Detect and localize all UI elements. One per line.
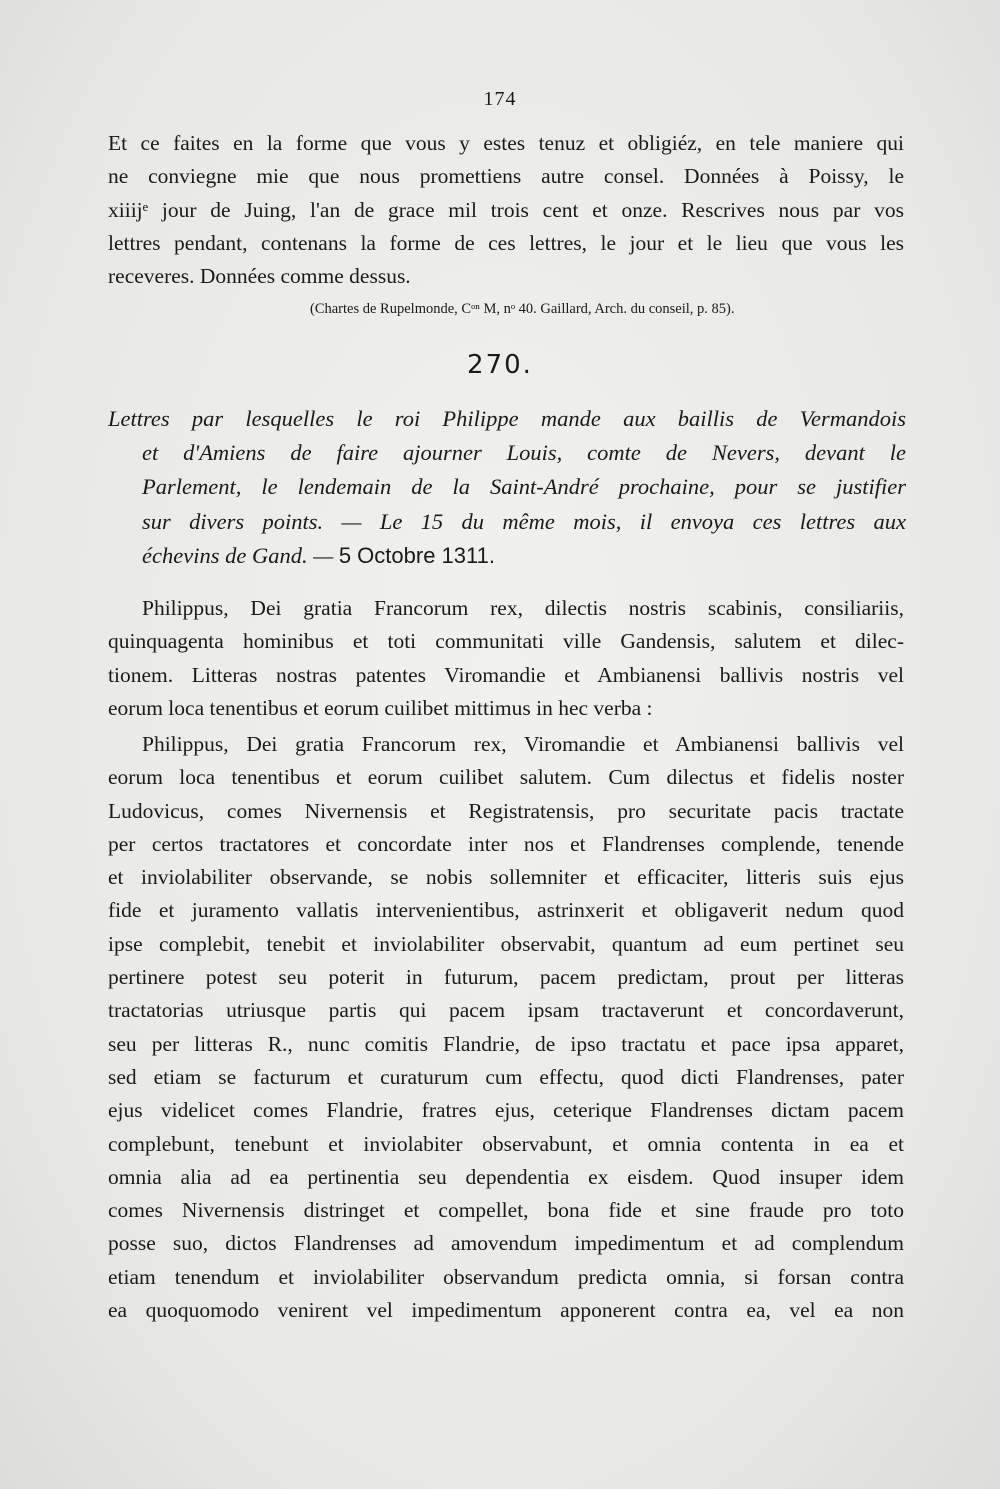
text-line: comes Nivernensis distringet et compellet, bona fide et sine fraude pro toto: [108, 1198, 904, 1223]
text-line: tionem. Litteras nostras patentes Viromandie et Ambianensi ballivis nostris vel: [108, 662, 904, 687]
text-line: et inviolabiliter observande, se nobis sollemniter et efficaciter, litteris suis ejus: [108, 865, 904, 890]
text-line: posse suo, dictos Flandrenses ad amovendum impedimentum et ad complendum: [108, 1231, 904, 1256]
text-line: complebunt, tenebunt et inviolabiter observabunt, et omnia contenta in ea et: [108, 1131, 904, 1156]
intro-paragraph: [108, 127, 904, 293]
page-number: 174: [483, 88, 517, 110]
heading-line: et d'Amiens de faire ajourner Louis, comte de Nevers, devant le: [142, 440, 906, 466]
text-line: fide et juramento vallatis intervenientibus, astrinxerit et obligaverit nedum quod: [108, 898, 904, 923]
text-line: per certos tractatores et concordate inter nos et Flandrenses complende, tenende: [108, 831, 904, 856]
text-line: seu per litteras R., nunc comitis Flandrie, de ipso tractatu et pace ipsa apparet,: [108, 1031, 904, 1056]
document-number: 270.: [467, 350, 533, 380]
text-line: pertinere potest seu poterit in futurum, pacem predictam, prout per litteras: [108, 965, 904, 990]
paragraph-2: [108, 728, 904, 1327]
source-citation: (Chartes de Rupelmonde, Cᵒⁿ M, nᵒ 40. Gaillard, Arch. du conseil, p. 85).: [310, 301, 735, 317]
heading-date: 5 Octobre 1311.: [338, 542, 495, 568]
heading-line: Parlement, le lendemain de la Saint-André prochaine, pour se justifier: [142, 474, 906, 500]
text-line: sed etiam se facturum et curaturum cum effectu, quod dicti Flandrenses, pater: [108, 1064, 904, 1089]
paragraph-1: [108, 592, 904, 725]
text-line: ipse complebit, tenebit et inviolabiliter observabit, quantum ad eum pertinet seu: [108, 931, 904, 956]
heading-line: sur divers points. — Le 15 du même mois, il envoya ces lettres aux: [142, 508, 906, 534]
text-line: tractatorias utriusque partis qui pacem ipsam tractaverunt et concordaverunt,: [108, 998, 904, 1023]
text-line: lettres pendant, contenans la forme de ces lettres, le jour et le lieu que vous les: [108, 230, 904, 255]
document-heading: [108, 402, 906, 573]
text-line: Philippus, Dei gratia Francorum rex, dilectis nostris scabinis, consiliariis,: [142, 596, 904, 620]
text-line: Et ce faites en la forme que vous y estes tenuz et obligiéz, en tele maniere qui: [108, 131, 904, 155]
text-line: eorum loca tenentibus et eorum cuilibet salutem. Cum dilectus et fidelis noster: [108, 765, 904, 790]
text-line: quinquagenta hominibus et toti communitati ville Gandensis, salutem et dilec-: [108, 629, 904, 654]
text-line: ne conviegne mie que nous promettiens autre consel. Données à Poissy, le: [108, 164, 904, 189]
text-line: xiiijᵉ jour de Juing, l'an de grace mil trois cent et onze. Rescrives nous par vos: [108, 197, 904, 222]
text-line: Ludovicus, comes Nivernensis et Registratensis, pro securitate pacis tractate: [108, 798, 904, 823]
heading-line: [108, 539, 906, 573]
text-line: ea quoquomodo venirent vel impedimentum apponerent contra ea, vel ea non: [108, 1298, 904, 1323]
text-line: receveres. Données comme dessus.: [108, 264, 411, 289]
text-line: Philippus, Dei gratia Francorum rex, Viromandie et Ambianensi ballivis vel: [142, 732, 904, 756]
heading-italic-end: échevins de Gand. —: [142, 542, 339, 568]
text-line: etiam tenendum et inviolabiliter observandum predicta omnia, si forsan contra: [108, 1264, 904, 1289]
text-line: omnia alia ad ea pertinentia seu dependentia ex eisdem. Quod insuper idem: [108, 1164, 904, 1189]
text-line: eorum loca tenentibus et eorum cuilibet mittimus in hec verba :: [108, 695, 653, 720]
heading-line: Lettres par lesquelles le roi Philippe mande aux baillis de Vermandois: [108, 406, 906, 431]
text-line: ejus videlicet comes Flandrie, fratres ejus, ceterique Flandrenses dictam pacem: [108, 1098, 904, 1123]
